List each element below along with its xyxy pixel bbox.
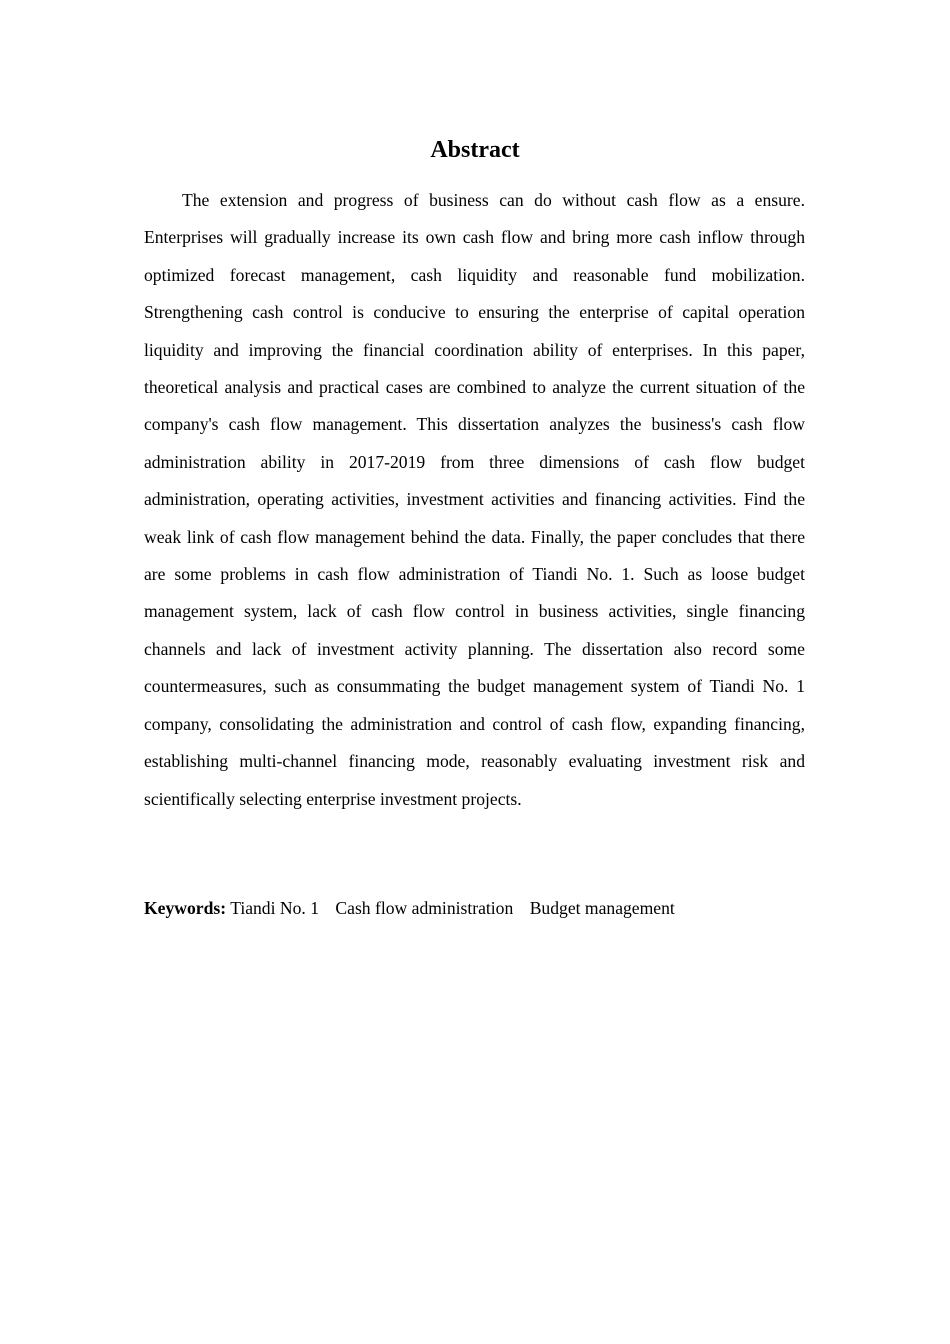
keyword-item: Budget management	[529, 898, 675, 918]
keyword-item: Tiandi No. 1	[230, 898, 319, 918]
keywords-line	[144, 890, 805, 927]
keyword-item: Cash flow administration	[335, 898, 514, 918]
abstract-body: The extension and progress of business can do without cash flow as a ensure. Enterprises will gradually increase its own cash flow and bring more cash inflow through optimized forecast management, cash liquidity and reasonable fund mobilization. Strengthening cash control is conducive to ensuring the enterprise of capital operation liquidity and improving the financial coordination ability of enterprises. In this paper, theoretical analysis and practical cases are combined to analyze the current situation of the company's cash flow management. This dissertation analyzes the business's cash flow administration ability in 2017-2019 from three dimensions of cash flow budget administration, operating activities, investment activities and financing activities. Find the weak link of cash flow management behind the data. Finally, the paper concludes that there are some problems in cash flow administration of Tiandi No. 1. Such as loose budget management system, lack of cash flow control in business activities, single financing channels and lack of investment activity planning. The dissertation also record some countermeasures, such as consummating the budget management system of Tiandi No. 1 company, consolidating the administration and control of cash flow, expanding financing, establishing multi-channel financing mode, reasonably evaluating investment risk and scientifically selecting enterprise investment projects.	[144, 190, 805, 809]
keywords-label: Keywords:	[144, 898, 227, 918]
abstract-title: Abstract	[430, 137, 520, 163]
